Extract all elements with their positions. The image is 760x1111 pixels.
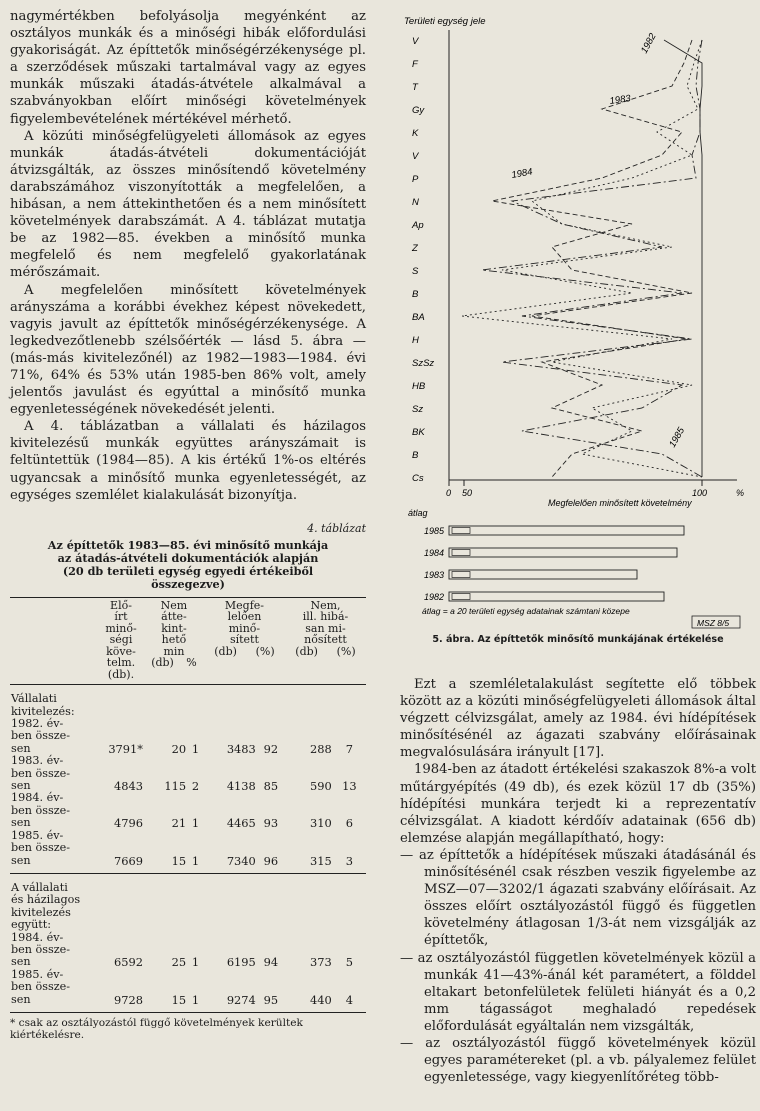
- table-cell: 25: [171, 955, 187, 970]
- table-row: [10, 830, 366, 874]
- table-cell: 1: [191, 816, 200, 831]
- table-cell: 93: [263, 816, 279, 831]
- unit-label: Z: [412, 243, 418, 254]
- unit-label: V: [412, 36, 419, 47]
- table-title: [10, 539, 366, 591]
- table-cell: 9728: [98, 969, 144, 1013]
- group-label-row: [10, 873, 366, 931]
- header-bad: [285, 597, 366, 685]
- header-ok: [204, 597, 285, 685]
- row-label: 1983. év- ben össze- sen: [11, 754, 71, 793]
- header-not-clear: [144, 597, 204, 685]
- table-cell: 94: [263, 955, 279, 970]
- right-paragraph-2: 1984-ben az átadott értékelési szakaszok 8%-a volt műtárgyépítés (49 db), és ezek közül 17 db (35%) hídépítési munkára terjedt ki a reprezentatív célvizsgálat. A kiadott kérdőív adatainak (656 db) elemzése alapján megállapítható, hogy:: [400, 762, 756, 846]
- list-item: — az osztályozástól független követelmények közül a munkák 41—43%-ánál két paramétert, a földdel eltakart betonfelületek felületi hiányát és a 0,2 mm tágasságot meghaladó repedések előfordulását egyáltalán nem vizsgálták,: [400, 950, 756, 1034]
- table-row: [10, 792, 366, 829]
- average-year-label: 1982: [424, 592, 445, 602]
- series-line-1984: [462, 40, 702, 477]
- table-title-line: összegezve): [151, 576, 225, 591]
- table-cell: 315: [285, 830, 333, 874]
- unit-label: S: [412, 266, 419, 277]
- paragraph-2: A közúti minőségfelügyeleti állomások az egyes munkák átadás-átvételi dokumentációját átvizsgálták, az összes minősítendő követelmény darabszámához viszonyították a megfelelően, a hibásan, a nem áttekinthetően és a nem minősített követelmények darabszámát. A 4. táblázat mutatja be az 1982—85. években a minősítő munka megfelelő és nem megfelelő gyakorlatának mérőszámait.: [10, 128, 366, 281]
- paragraph-3: A megfelelően minősített követelmények arányszáma a korábbi évekhez képest növekedett, vagyis javult az építtetők minőségérzékenysége. A legkedvezőtlenebb szélsőérték — lásd 5. ábra — (más-más kivitelezőnél) az 1982—1983—1984. évi 71%, 64% és 53% után 1985-ben 86% volt, amely jelentős javulást és egyúttal a minősítő munka egyenletességének növekedését jelenti.: [10, 282, 366, 418]
- list-item-text: az építtetők a hídépítések műszaki átadásánál és minősítésénél csak részben veszik figyelembe az MSZ—07—3202/1 ágazati szabvány előírásait. Az összes előírt osztályozástól függő és független követelmény átlagosan 1/3-át nem vizsgálják az építtetők,: [419, 847, 756, 949]
- unit-label: H: [412, 335, 419, 346]
- group-label: Vállalati kivitelezés:: [11, 692, 75, 718]
- list-item-text: az osztályozástól független követelmények közül a munkák 41—43%-ánál két paramétert, a földdel eltakart betonfelületek felületi hiányát és a 0,2 mm tágasságot meghaladó repedések előfordulását egyáltalán nem vizsgálták,: [417, 950, 756, 1034]
- x-ticks: [446, 480, 744, 498]
- table-body: [10, 685, 366, 1013]
- table-cell: 5: [345, 955, 353, 970]
- header-unit-pct: (%): [336, 644, 356, 658]
- average-bar: [449, 592, 664, 601]
- table-cell: 3791*: [108, 741, 143, 756]
- average-bar: [449, 570, 637, 579]
- table-cell: 13: [342, 779, 357, 794]
- table-cell: 96: [257, 830, 285, 874]
- unit-label: N: [412, 197, 419, 208]
- table-cell: 4138: [226, 779, 256, 794]
- series-label-1982: 1982: [638, 31, 659, 56]
- table-footnote: * csak az osztályozástól függő követelmények kerültek kiértékelésre.: [10, 1016, 303, 1041]
- header-ok-label: Megfe- lelően minő- sített: [224, 598, 264, 647]
- unit-label: Sz: [412, 404, 424, 415]
- table-row: [10, 718, 366, 755]
- unit-label: BA: [412, 312, 425, 323]
- table-cell: 590: [309, 779, 332, 794]
- row-label: 1985. év- ben össze- sen: [10, 830, 98, 874]
- series-line-1985: [482, 40, 702, 477]
- row-label: 1985. év- ben össze- sen: [10, 969, 98, 1013]
- table-cell: 6592: [114, 955, 143, 970]
- table-cell: 85: [263, 779, 279, 794]
- average-bar: [449, 526, 684, 535]
- table-cell: 9274: [204, 969, 257, 1013]
- average-year-label: 1984: [424, 548, 445, 558]
- header-unit-db: (db): [151, 656, 174, 670]
- left-body-text: [10, 8, 366, 504]
- average-bar-marker: [452, 594, 470, 600]
- average-bars: [424, 526, 684, 602]
- unit-label: V: [412, 151, 419, 162]
- table-row: [10, 755, 366, 792]
- table-cell: 373: [309, 955, 332, 970]
- series-label-1985: 1985: [667, 425, 688, 450]
- table-cell: 1: [187, 969, 204, 1013]
- unit-label: BK: [412, 427, 425, 438]
- header-unit-db: (db): [295, 644, 318, 658]
- table-cell: 4465: [226, 816, 256, 831]
- table-cell: 1: [187, 830, 204, 874]
- table-row: [10, 932, 366, 969]
- figure-y-label: Területi egység jele: [404, 16, 486, 27]
- paragraph-4: A 4. táblázatban a vállalati és házilagos kivitelezésű munkák együttes arányszámait is feltüntettük (1984—85). A kis értékű 1%-os eltérés ugyancsak a minősítő munka egyenletességét, az egységes szemlélet kialakulását bizonyítja.: [10, 419, 366, 503]
- table-cell: 4796: [114, 816, 143, 831]
- average-bar-marker: [452, 528, 470, 534]
- unit-label: B: [412, 450, 419, 461]
- header-unit-pct: (%): [255, 644, 275, 658]
- table-cell: 6: [345, 816, 353, 831]
- figure-tag: MSZ 8/5: [697, 618, 730, 628]
- table-title-line: (20 db területi egység egyedi értékeiből: [62, 563, 314, 578]
- table-cell: 440: [285, 969, 333, 1013]
- average-bar-marker: [452, 550, 470, 556]
- table-cell: 7: [345, 741, 353, 756]
- x-tick-pct: %: [736, 488, 745, 498]
- header-unit-pct: %: [186, 656, 197, 670]
- group-label: A vállalati és házilagos kivitelezés együtt:: [11, 880, 81, 932]
- left-column: [10, 8, 366, 1041]
- x-tick-100: 100: [692, 488, 708, 498]
- row-label: 1984. év- ben össze- sen: [11, 930, 71, 969]
- table-cell: 7340: [204, 830, 257, 874]
- series-lines: [462, 40, 702, 477]
- average-label: átlag: [408, 508, 428, 518]
- header-unit-db: (db): [214, 644, 237, 658]
- data-table: [10, 597, 366, 1013]
- list-item: — az osztályozástól függő követelmények közül egyes paramétereket (pl. a vb. pályalemez felület egyenletessége, vagy kiegyenlítőréteg több-: [400, 1035, 756, 1086]
- unit-label: Ap: [412, 220, 424, 231]
- series-label-1983: 1983: [608, 93, 632, 107]
- average-year-label: 1985: [424, 526, 445, 536]
- series-label-1984: 1984: [510, 166, 534, 181]
- right-paragraph-1: Ezt a szemléletalakulást segítette elő többek között az a közúti minőségfelügyeleti állomások által végzett célvizsgálat, amely az 1984. évi hídépítések minősítésénél az ágazati szabvány előírásainak megvalósulására irányult [17].: [400, 677, 756, 761]
- table-cell: 115: [164, 779, 187, 794]
- table-cell: 15: [144, 969, 187, 1013]
- group-label-row: [10, 685, 366, 718]
- x-axis-title: Megfelelően minősített követelmény: [548, 498, 692, 508]
- table-cell: 7669: [98, 830, 144, 874]
- row-label: 1982. év- ben össze- sen: [11, 717, 71, 755]
- unit-label: K: [412, 128, 419, 139]
- table-cell: 4: [333, 969, 366, 1013]
- table-cell: 310: [309, 816, 332, 831]
- unit-label: SzSz: [412, 358, 435, 369]
- findings-list: [400, 847, 756, 1086]
- table-number: 4. táblázat: [307, 521, 366, 535]
- x-tick-50: 50: [462, 488, 473, 498]
- axis-lines: [449, 30, 737, 480]
- header-required: Elő- írt minő- ségi köve- telm. (db).: [98, 597, 144, 685]
- table-cell: 15: [144, 830, 187, 874]
- figure-caption: 5. ábra. Az építtetők minősítő munkájának értékelése: [432, 634, 724, 645]
- paragraph-1: nagymértékben befolyásolja megyénként az osztályos munkák és a minőségi hibák előfordulási gyakoriságát. Az építtetők minőségérzékenysége pl. a szerződések műszaki tartalmával vagy az egyes munkák műszaki átadás-átvétele alkalmával a szabványokban előírt minőségi követelmények figyelembevételének mértékével mérhető.: [10, 9, 366, 127]
- unit-label: Cs: [412, 473, 424, 484]
- series-line-1983: [492, 40, 692, 477]
- table-cell: 3: [333, 830, 366, 874]
- unit-label: T: [412, 82, 418, 93]
- table-cell: 20: [171, 741, 187, 756]
- unit-labels: [411, 36, 434, 484]
- table-row: [10, 969, 366, 1013]
- unit-label: F: [412, 59, 418, 70]
- unit-label: B: [412, 289, 419, 300]
- table-cell: 95: [257, 969, 285, 1013]
- table-cell: 1: [191, 741, 200, 756]
- right-body-text: [400, 676, 756, 1086]
- unit-label: P: [412, 174, 419, 185]
- header-bad-label: Nem, ill. hibá- san mi- nősített: [302, 598, 349, 647]
- figure-5: [402, 10, 752, 650]
- average-year-label: 1983: [424, 570, 445, 580]
- average-bar-marker: [452, 572, 470, 578]
- header-not-clear-label: Nem átte- kint- hető min: [160, 598, 188, 658]
- table-cell: 288: [309, 741, 332, 756]
- header-blank: [10, 597, 98, 685]
- unit-label: Gy: [412, 105, 425, 116]
- row-label: 1984. év- ben össze- sen: [11, 791, 71, 830]
- list-item: — az építtetők a hídépítések műszaki átadásánál és minősítésénél csak részben veszik figyelembe az MSZ—07—3202/1 ágazati szabvány előírásait. Az összes előírt osztályozástól függő és független követelmény átlagosan 1/3-át nem vizsgálják az építtetők,: [400, 847, 756, 949]
- table-header-row: [10, 597, 366, 685]
- list-item-text: az osztályozástól függő követelmények közül egyes paramétereket (pl. a vb. pályalemez felület egyenletessége, vagy kiegyenlítőréteg több-: [424, 1035, 756, 1086]
- table-cell: 6195: [226, 955, 256, 970]
- table-cell: 21: [171, 816, 187, 831]
- table-cell: 92: [263, 741, 279, 756]
- average-bar: [449, 548, 677, 557]
- unit-label: HB: [412, 381, 426, 392]
- table-cell: 4843: [114, 779, 143, 794]
- table-cell: 2: [191, 779, 200, 794]
- x-tick-0: 0: [446, 488, 452, 498]
- table-title-line: az átadás-átvételi dokumentációk alapján: [57, 550, 319, 565]
- average-note: átlag = a 20 területi egység adatainak számtani közepe: [422, 606, 630, 616]
- table-cell: 1: [191, 955, 200, 970]
- table-cell: 3483: [226, 741, 256, 756]
- table-title-line: Az építtetők 1983—85. évi minősítő munkája: [47, 537, 329, 552]
- figure-chart: [402, 10, 752, 632]
